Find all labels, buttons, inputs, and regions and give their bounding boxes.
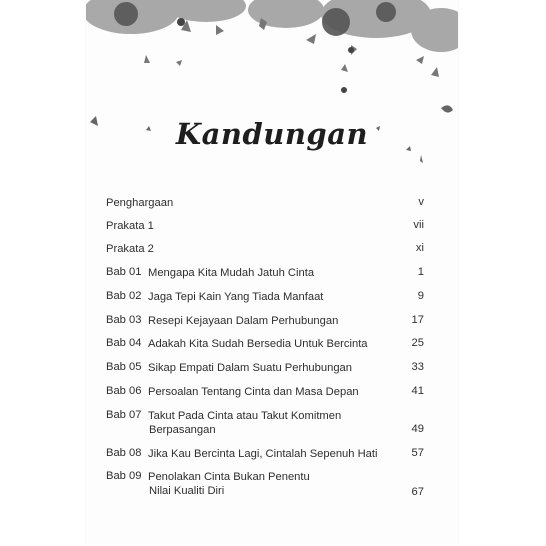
toc-entry-title: Sikap Empati Dalam Suatu Perhubungan: [148, 362, 352, 374]
toc-entry-chapter: Bab 04: [106, 337, 142, 349]
toc-entry-bab-03: [106, 314, 424, 328]
toc-entry-bab-08: [106, 447, 424, 461]
toc-entry-chapter: Bab 02: [106, 290, 142, 302]
floral-illustration: [86, 0, 458, 100]
toc-entry-title-block: [148, 470, 424, 498]
toc-entry-bab-02: [106, 290, 424, 304]
toc-entry-chapter: Bab 05: [106, 361, 142, 373]
toc-entry-page: 17: [411, 314, 424, 326]
toc-entry-chapter: Bab 03: [106, 314, 142, 326]
toc-entry-title-continued: Berpasangan: [149, 424, 216, 436]
toc-entry-bab-07: [106, 409, 424, 443]
toc-entry-title: Resepi Kejayaan Dalam Perhubungan: [148, 315, 339, 327]
toc-entry-page: 57: [411, 447, 424, 459]
toc-entry-page: v: [418, 196, 424, 208]
toc-entry-bab-09: [106, 470, 424, 504]
toc-entry-page: 67: [411, 486, 424, 498]
toc-entry-page: 25: [411, 337, 424, 349]
toc-entry-bab-04: [106, 337, 424, 351]
page-title: Kandungan: [175, 117, 369, 151]
toc-entry-title: Adakah Kita Sudah Bersedia Untuk Bercinta: [148, 338, 368, 350]
toc-entry-title: Prakata 1: [106, 220, 154, 232]
toc-entry-prakata-2: [106, 242, 424, 256]
toc-entry-penghargaan: [106, 196, 424, 210]
toc-entry-title-continued: Nilai Kualiti Diri: [149, 485, 225, 497]
toc-entry-title: Mengapa Kita Mudah Jatuh Cinta: [148, 267, 315, 279]
toc-entry-page: vii: [413, 219, 424, 231]
toc-entry-chapter: Bab 07: [106, 409, 142, 421]
toc-entry-title: Jika Kau Bercinta Lagi, Cintalah Sepenuh Hati: [148, 448, 378, 460]
toc-entry-chapter: Bab 06: [106, 385, 142, 397]
toc-entry-title: Penolakan Cinta Bukan Penentu: [148, 471, 310, 483]
toc-entry-page: 33: [411, 361, 424, 373]
toc-entry-title: Penghargaan: [106, 197, 174, 209]
toc-entry-page: 1: [417, 266, 424, 278]
toc-entry-title: Persoalan Tentang Cinta dan Masa Depan: [148, 386, 359, 398]
toc-entry-page: 9: [417, 290, 424, 302]
toc-entry-prakata-1: [106, 219, 424, 233]
toc-entry-bab-05: [106, 361, 424, 375]
toc-entry-page: xi: [415, 242, 424, 254]
toc-entry-chapter: Bab 01: [106, 266, 142, 278]
toc-entry-title: Jaga Tepi Kain Yang Tiada Manfaat: [148, 291, 324, 303]
toc-entry-title: Prakata 2: [106, 243, 154, 255]
toc-entry-title-block: [148, 409, 424, 437]
toc-entry-bab-01: [106, 266, 424, 280]
toc-entry-page: 49: [411, 423, 424, 435]
toc-entry-title: Takut Pada Cinta atau Takut Komitmen: [148, 410, 342, 422]
toc-entry-chapter: Bab 08: [106, 447, 142, 459]
toc-entry-bab-06: [106, 385, 424, 399]
toc-entry-chapter: Bab 09: [106, 470, 142, 482]
toc-entry-page: 41: [411, 385, 424, 397]
